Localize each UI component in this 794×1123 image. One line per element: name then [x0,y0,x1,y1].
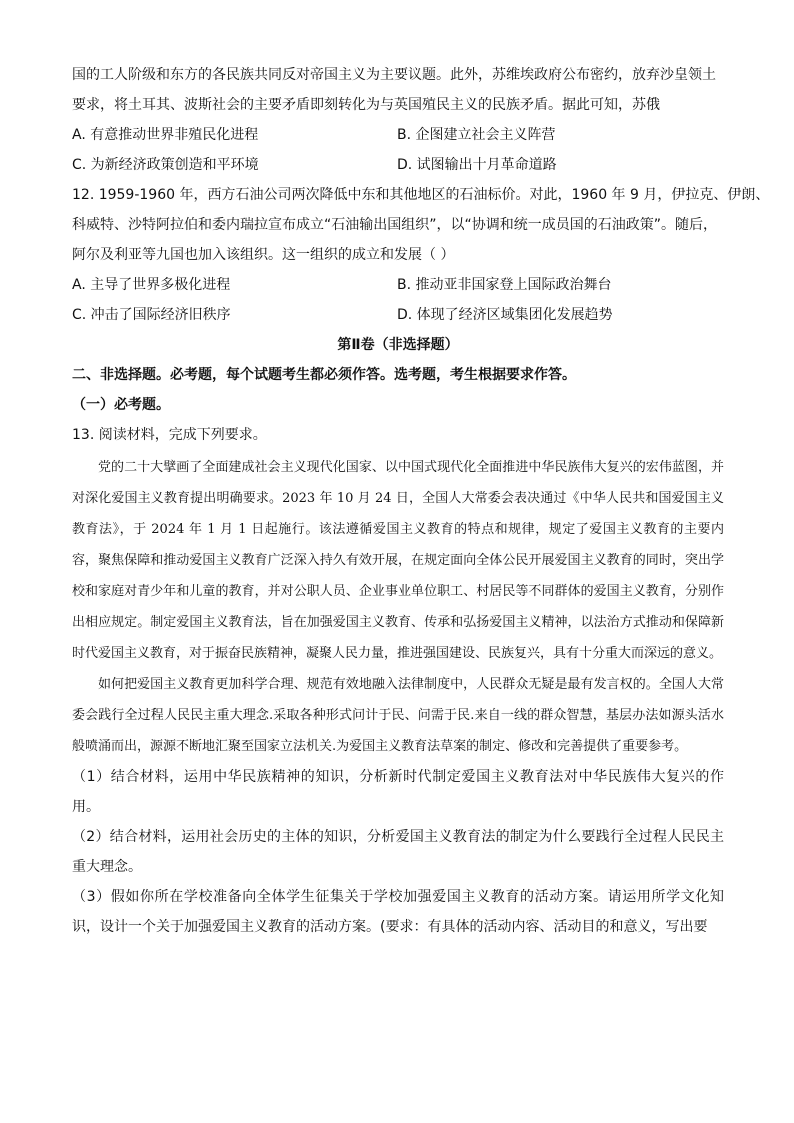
q13-sub-question-2: （2）结合材料，运用社会历史的主体的知识，分析爱国主义教育法的制定为什么要践行全过程人民民主重大理念。 [72,829,724,875]
q11-option-c: C. 为新经济政策创造和平环境 [72,157,259,173]
q12-stem-line: 科威特、沙特阿拉伯和委内瑞拉宣布成立“石油输出国组织”，以“协调和统一成员国的石油政策”。随后， [72,217,718,233]
q13-sub-question-1: （1）结合材料，运用中华民族精神的知识，分析新时代制定爱国主义教育法对中华民族伟大复兴的作用。 [72,769,724,815]
q11-options-row [72,150,724,180]
q13-sub-question-3: （3）假如你所在学校准备向全体学生征集关于学校加强爱国主义教育的活动方案。请运用所学文化知识，设计一个关于加强爱国主义教育的活动方案。(要求：有具体的活动内容、活动目的和意义，写出要 [72,889,724,935]
q12-stem-line: 12. 1959-1960 年，西方石油公司两次降低中东和其他地区的石油标价。对此，1960 年 9 月，伊拉克、伊朗、 [72,187,770,203]
q11-option-d: D. 试图输出十月革命道路 [397,157,557,173]
q11-stem-line: 国的工人阶级和东方的各民族共同反对帝国主义为主要议题。此外，苏维埃政府公布密约，放弃沙皇领土 [72,67,716,83]
q12-option-a: A. 主导了世界多极化进程 [72,277,231,293]
q11-option-b: B. 企图建立社会主义阵营 [397,127,556,143]
q11-stem-line: 要求，将土耳其、波斯社会的主要矛盾即刻转化为与英国殖民主义的民族矛盾。据此可知，苏俄 [72,97,660,113]
q12-options-row [72,300,724,330]
exam-page [72,60,770,942]
q13-material [72,450,724,762]
q11-options-row [72,120,724,150]
q11-option-a: A. 有意推动世界非殖民化进程 [72,127,259,143]
q12-option-b: B. 推动亚非国家登上国际政治舞台 [397,277,612,293]
part2-heading: 二、非选择题。必考题，每个试题考生都必须作答。选考题，考生根据要求作答。 [72,367,576,383]
q12-stem-line: 阿尔及利亚等九国也加入该组织。这一组织的成立和发展（ ） [72,247,455,263]
material-paragraph: 如何把爱国主义教育更加科学合理、规范有效地融入法律制度中，人民群众无疑是最有发言权的。全国人大常委会践行全过程人民民主重大理念.采取各种形式问计于民、问需于民.来自一线的群众智慧，基层办法如源头活水般喷涌而出，源源不断地汇聚至国家立法机关.为爱国主义教育法草案的制定、修改和完善提供了重要参考。 [72,677,724,754]
section-title: 第Ⅱ卷（非选择题） [337,337,459,353]
q12-option-c: C. 冲击了国际经济旧秩序 [72,307,231,323]
material-paragraph: 党的二十大擘画了全面建成社会主义现代化国家、以中国式现代化全面推进中华民族伟大复兴的宏伟蓝图，并对深化爱国主义教育提出明确要求。2023 年 10 月 24 日，全国人大常委会表决通过《中华人民共和国爱国主义教育法》，于 2024 年 1 月 1 日起施行。该法遵循爱国主义教育的特点和规律，规定了爱国主义教育的主要内容，聚焦保障和推动爱国主义教育广泛深入持久有效开展，在规定面向全体公民开展爱国主义教育的同时，突出学校和家庭对青少年和儿童的教育，并对公职人员、企业事业单位职工、村居民等不同群体的爱国主义教育，分别作出相应规定。制定爱国主义教育法，旨在加强爱国主义教育、传承和弘扬爱国主义精神，以法治方式推动和保障新时代爱国主义教育，对于振奋民族精神，凝聚人民力量，推进强国建设、民族复兴，具有十分重大而深远的意义。 [72,460,724,661]
required-heading: （一）必考题。 [72,397,170,413]
q12-option-d: D. 体现了经济区域集团化发展趋势 [397,307,613,323]
q13-intro: 13. 阅读材料，完成下列要求。 [72,427,267,443]
q12-options-row [72,270,724,300]
